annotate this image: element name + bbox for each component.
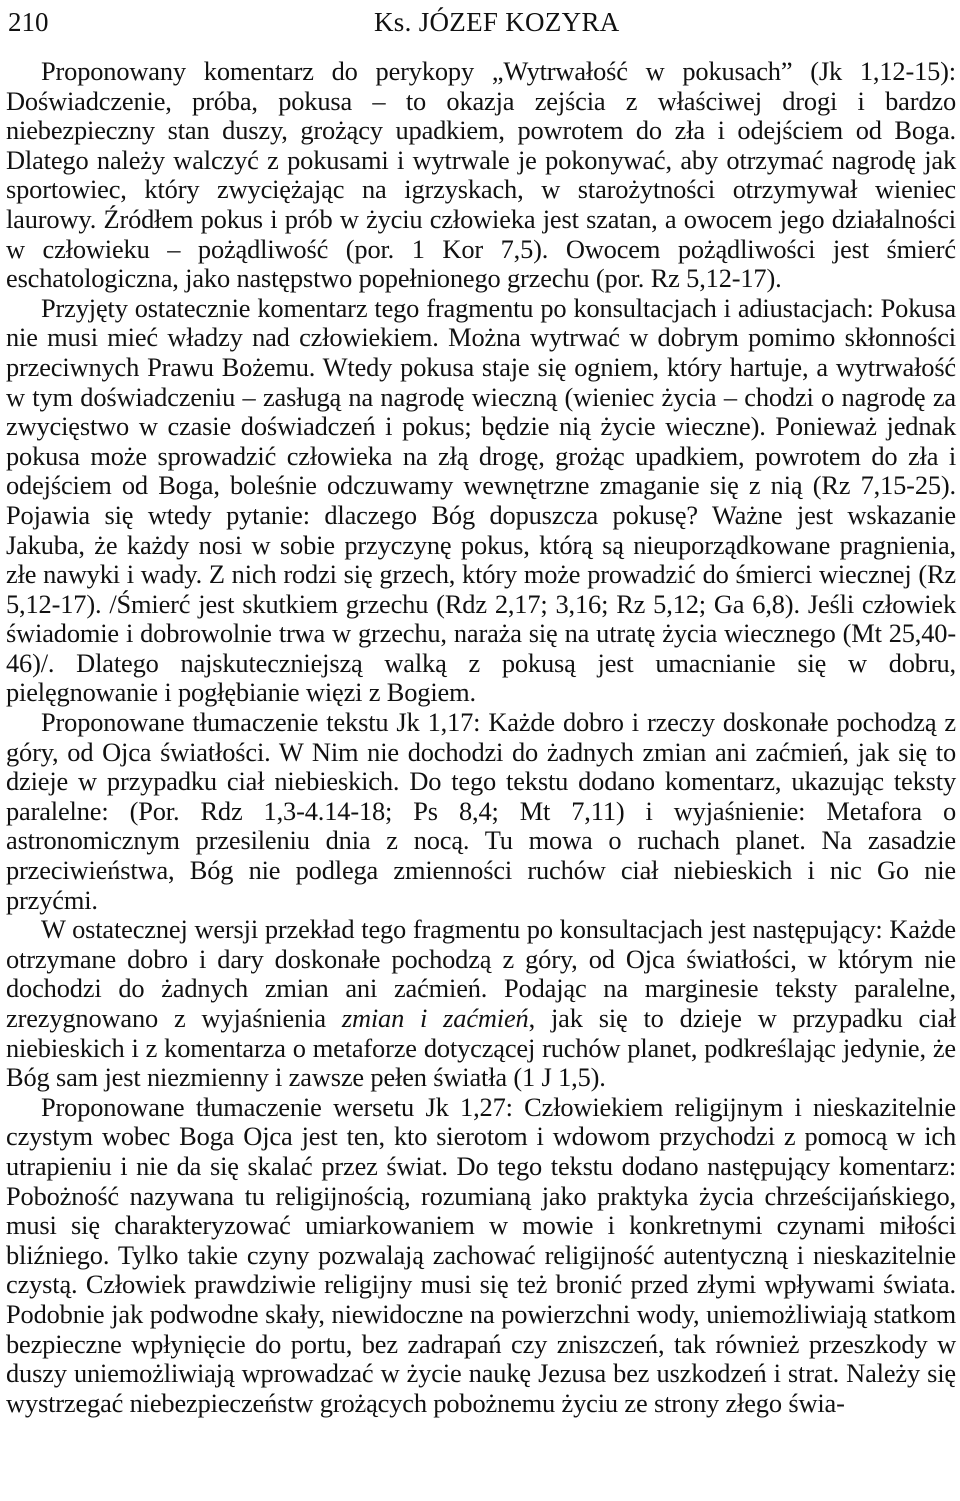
paragraph-4: [6, 915, 956, 1093]
paragraph-4-part-a: W ostatecznej wersji przekład tego fragmentu po konsultacjach jest następujący: Każde otrzymane dobro i dary doskonałe pochodzą z góry, od Ojca światłości, w którym nie dochodzi do żadnych zmian ani zaćmień. Podając na marginesie teksty paralelne, zrezygnowano z wyjaśnienia: [6, 914, 956, 1033]
running-head: Ks. JÓZEF KOZYRA: [374, 7, 620, 37]
paragraph-3: Proponowane tłumaczenie tekstu Jk 1,17: Każde dobro i rzeczy doskonałe pochodzą z góry, od Ojca światłości. W Nim nie dochodzi do żadnych zmian ani zaćmień, jak się to dzieje w przypadku ciał niebieskich. Do tego tekstu dodano komentarz, ukazując teksty paralelne: (Por. Rdz 1,3-4.14-18; Ps 8,4; Mt 7,11) i wyjaśnienie: Metafora o astronomicznym przesileniu dnia z nocą. Tu mowa o ruchach planet. Na zasadzie przeciwieństwa, Bóg nie podlega zmienności ruchów ciał niebieskich i nic Go nie przyćmi.: [6, 707, 956, 915]
document-page: [6, 0, 956, 1418]
paragraph-4-emphasis: zmian i zaćmień: [341, 1003, 529, 1033]
body-text: [6, 57, 956, 1418]
paragraph-2: Przyjęty ostatecznie komentarz tego fragmentu po konsultacjach i adiustacjach: Pokusa nie musi mieć władzy nad człowiekiem. Można wytrwać w dobrym pomimo skłonności przeciwnych Prawu Bożemu. Wtedy pokusa staje się ogniem, który hartuje, a wytrwałość w tym doświadczeniu – zasługą na nagrodę wieczną (wieniec życia – chodzi o nagrodę za zwycięstwo w czasie doświadczeń i pokus; będzie nią życie wieczne). Ponieważ jednak pokusa może sprowadzić człowieka na złą drogę, grożąc upadkiem, powrotem do zła i odejściem od Boga, boleśnie odczuwamy wewnętrzne zmaganie się z nią (Rz 7,15-25). Pojawia się wtedy pytanie: dlaczego Bóg dopuszcza pokusę? Ważne jest wskazanie Jakuba, że każdy nosi w sobie przyczynę pokus, którą są nieuporządkowane pragnienia, złe nawyki i wady. Z nich rodzi się grzech, który może prowadzić do śmierci wiecznej (Rz 5,12-17). /Śmierć jest skutkiem grzechu (Rdz 2,17; 3,16; Rz 5,12; Ga 6,8). Jeśli człowiek świadomie i dobrowolnie trwa w grzechu, naraża się na utratę życia wiecznego (Mt 25,40-46)/. Dlatego najskuteczniejszą walką z pokusą jest umacnianie się w dobru, pielęgnowanie i pogłębianie więzi z Bogiem.: [6, 292, 956, 708]
paragraph-1: Proponowany komentarz do perykopy „Wytrwałość w pokusach” (Jk 1,12-15): Doświadczenie, próba, pokusa – to okazja zejścia z właściwej drogi i bardzo niebezpieczny stan duszy, grożący upadkiem, powrotem do zła i odejściem od Boga. Dlatego należy walczyć z pokusami i wytrwale je pokonywać, aby otrzymać nagrodę jak sportowiec, który zwyciężając na igrzyskach, w starożytności otrzymywał wieniec laurowy. Źródłem pokus i prób w życiu człowieka jest szatan, a owocem jego działalności w człowieku – pożądliwość (por. 1 Kor 7,5). Owocem pożądliwości jest śmierć eschatologiczna, jako następstwo popełnionego grzechu (por. Rz 5,12-17).: [6, 56, 956, 294]
paragraph-4-part-b: , jak się to dzieje w przypadku ciał niebieskich i z komentarza o metaforze dotyczącej ruchów planet, podkreślając jedynie, że Bóg sam jest niezmienny i zawsze pełen światła (1 J 1,5).: [6, 1003, 956, 1093]
paragraph-5: Proponowane tłumaczenie wersetu Jk 1,27: Człowiekiem religijnym i nieskazitelnie czystym wobec Boga Ojca jest ten, kto sierotom i wdowom przychodzi z pomocą w ich utrapieniu i nie da się skalać przez świat. Do tego tekstu dodano następujący komentarz: Pobożność nazywana tu religijnością, rozumianą jako praktyka życia chrześcijańskiego, musi się charakteryzować umiarkowaniem w mowie i konkretnymi czynami miłości bliźniego. Tylko takie czyny pozwalają zachować religijność autentyczną i nieskazitelnie czystą. Człowiek prawdziwie religijny musi się też bronić przed złymi wpływami świata. Podobnie jak podwodne skały, niewidoczne na powierzchni wody, uniemożliwiają statkom bezpieczne wpłynięcie do portu, bez zadrapań czy zniszczeń, tak również przeszkody w duszy uniemożliwiają wprowadzać w życie naukę Jezusa bez uszkodzeń i strat. Należy się wystrzegać niebezpieczeństw grożących pobożnemu życiu ze strony złego świa-: [6, 1091, 956, 1418]
page-header: [6, 0, 956, 56]
page-number: 210: [8, 7, 49, 37]
